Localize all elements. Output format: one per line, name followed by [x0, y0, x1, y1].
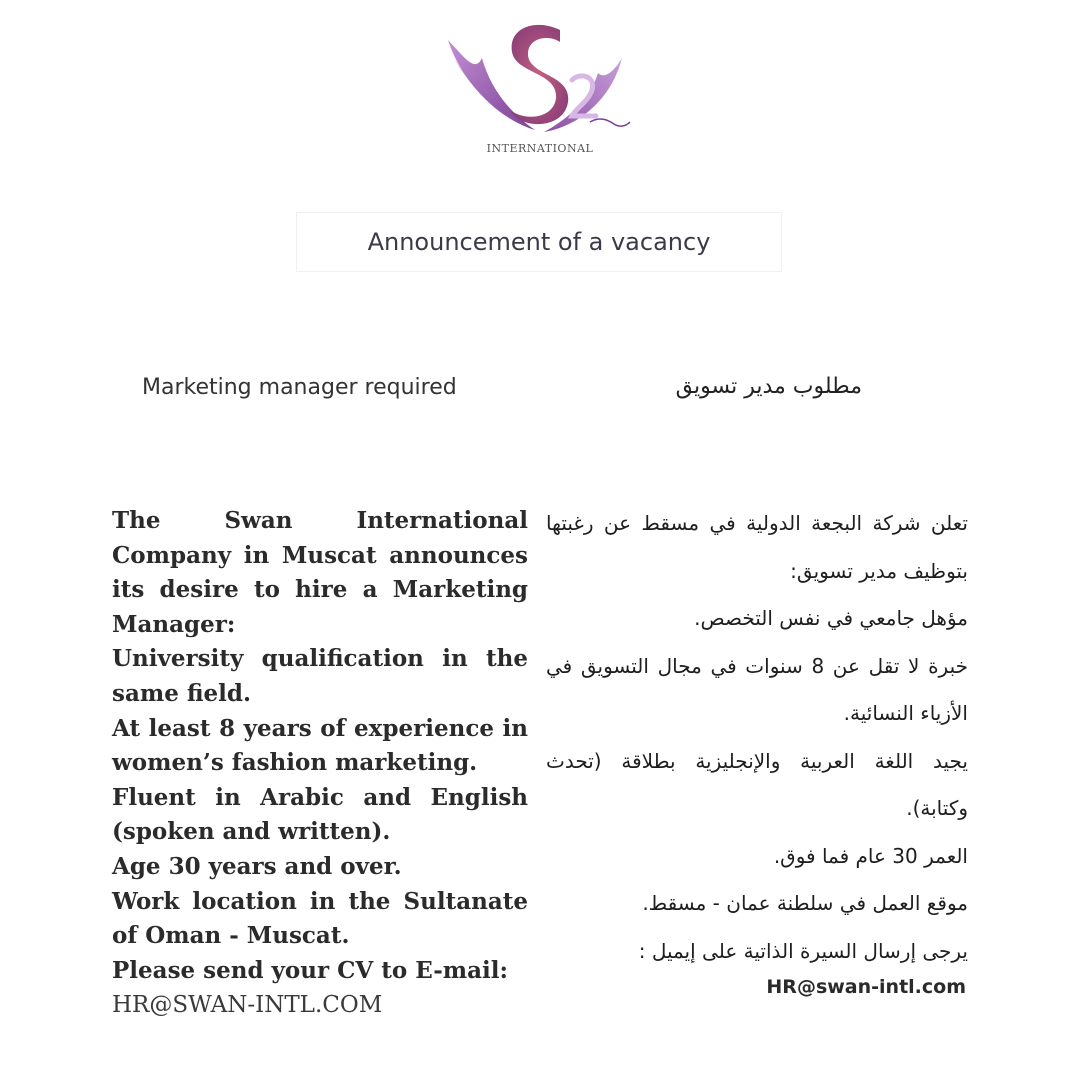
heading-arabic: مطلوب مدير تسويق [675, 374, 862, 399]
heading-english: Marketing manager required [142, 375, 457, 400]
arabic-column [546, 500, 968, 975]
english-experience: At least 8 years of experience in women’s fashion marketing. [112, 714, 528, 777]
english-location: Work location in the Sultanate of Oman - Muscat. [112, 887, 528, 950]
english-intro: The Swan International Company in Muscat announces its desire to hire a Marketing Manager: [112, 507, 528, 638]
arabic-location: موقع العمل في سلطنة عمان - مسقط. [642, 891, 968, 915]
english-languages: Fluent in Arabic and English (spoken and written). [112, 783, 528, 846]
swan-logo-icon [440, 18, 640, 142]
english-email-link[interactable]: HR@SWAN-INTL.COM [112, 992, 383, 1019]
english-column [112, 504, 528, 1023]
english-qualification: University qualification in the same field. [112, 645, 528, 707]
arabic-age: العمر 30 عام فما فوق. [773, 843, 968, 868]
logo-caption: INTERNATIONAL [486, 142, 594, 155]
arabic-languages: يجيد اللغة العربية والإنجليزية بطلاقة (تحدث وكتابة). [546, 748, 968, 820]
arabic-intro: تعلن شركة البجعة الدولية في مسقط عن رغبتها بتوظيف مدير تسويق: [546, 511, 968, 583]
title-box [296, 212, 782, 272]
page-title: Announcement of a vacancy [367, 228, 711, 256]
arabic-email-link[interactable]: HR@swan-intl.com [766, 976, 966, 998]
english-cv: Please send your CV to E-mail: [112, 956, 508, 984]
swan-international-logo [440, 18, 640, 160]
english-age: Age 30 years and over. [112, 852, 402, 880]
arabic-qualification: مؤهل جامعي في نفس التخصص. [694, 606, 968, 630]
arabic-experience: خبرة لا تقل عن 8 سنوات في مجال التسويق في الأزياء النسائية. [546, 653, 968, 725]
arabic-cv: يرجى إرسال السيرة الذاتية على إيميل : [638, 938, 968, 963]
